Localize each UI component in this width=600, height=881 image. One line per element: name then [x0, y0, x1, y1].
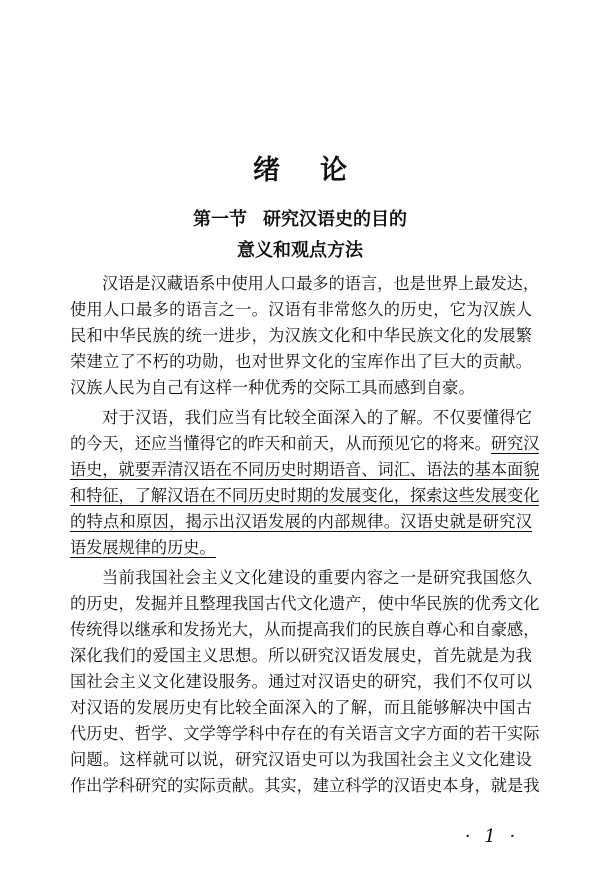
text-line — [70, 535, 532, 561]
text-line: 汉族人民为自己有这样一种优秀的交际工具而感到自豪。 — [70, 378, 475, 397]
text-line — [70, 457, 540, 483]
text-line: 深化我们的爱国主义思想。所以研究汉语发展史，首先就是为我 — [70, 646, 532, 665]
section-title-line1: 研究汉语史的目的 — [263, 209, 407, 230]
text-line: 当前我国社会主义文化建设的重要内容之一是研究我国悠久 — [102, 568, 532, 587]
section-number: 第一节 — [193, 209, 247, 230]
text-line: 对汉语的发展历史有比较全面深入的了解，而且能够解决中国古 — [70, 698, 532, 717]
text-line — [70, 431, 540, 457]
underlined-text: 汉语史就是研究汉 — [400, 512, 533, 531]
text-line — [70, 509, 532, 535]
text-line: 传统得以继承和发扬光大，从而提高我们的民族自尊心和自豪感， — [70, 620, 540, 639]
section-heading — [0, 205, 600, 231]
underlined-text: 的特点和原因，揭示出汉语发展的内部规律。 — [70, 512, 401, 531]
text-line: 的历史，发掘并且整理我国古代文化遗产，使中华民族的优秀文化 — [70, 594, 540, 613]
underlined-text: 研究汉 — [490, 434, 540, 453]
text-line: 国社会主义文化建设服务。通过对汉语史的研究，我们不仅可以 — [70, 672, 532, 691]
text-line: 使用人口最多的语言之一。汉语有非常悠久的历史，它为汉族人 — [70, 300, 532, 319]
underlined-text: 和特征，了解汉语在不同历史时期的发展变化，探索这些发展变化 — [70, 486, 540, 505]
text-line: 代历史、哲学、文学等学科中存在的有关语言文字方面的若干实际 — [70, 724, 540, 743]
text-line: 民和中华民族的统一进步，为汉族文化和中华民族文化的发展繁 — [70, 326, 532, 345]
text-line: 作出学科研究的实际贡献。其实，建立科学的汉语史本身，就是我 — [70, 776, 540, 795]
text-line: 问题。这样就可以说，研究汉语史可以为我国社会主义文化建设 — [70, 750, 532, 769]
text-line — [70, 483, 540, 509]
text-line: 对于汉语，我们应当有比较全面深入的了解。不仅要懂得它 — [102, 408, 532, 427]
page-number: · 1 · — [464, 826, 520, 847]
chapter-title: 绪论 — [253, 155, 387, 186]
underlined-text: 语史，就要弄清汉语在不同历史时期语音、词汇、语法的基本面貌 — [70, 460, 540, 479]
text-line: 荣建立了不朽的功勋，也对世界文化的宝库作出了巨大的贡献。 — [70, 352, 532, 371]
text-segment: 的今天，还应当懂得它的昨天和前天，从而预见它的将来。 — [70, 434, 491, 453]
section-title-line2: 意义和观点方法 — [237, 240, 363, 261]
text-line: 汉语是汉藏语系中使用人口最多的语言，也是世界上最发达， — [102, 274, 540, 293]
underlined-text: 语发展规律的历史。 — [70, 538, 216, 557]
